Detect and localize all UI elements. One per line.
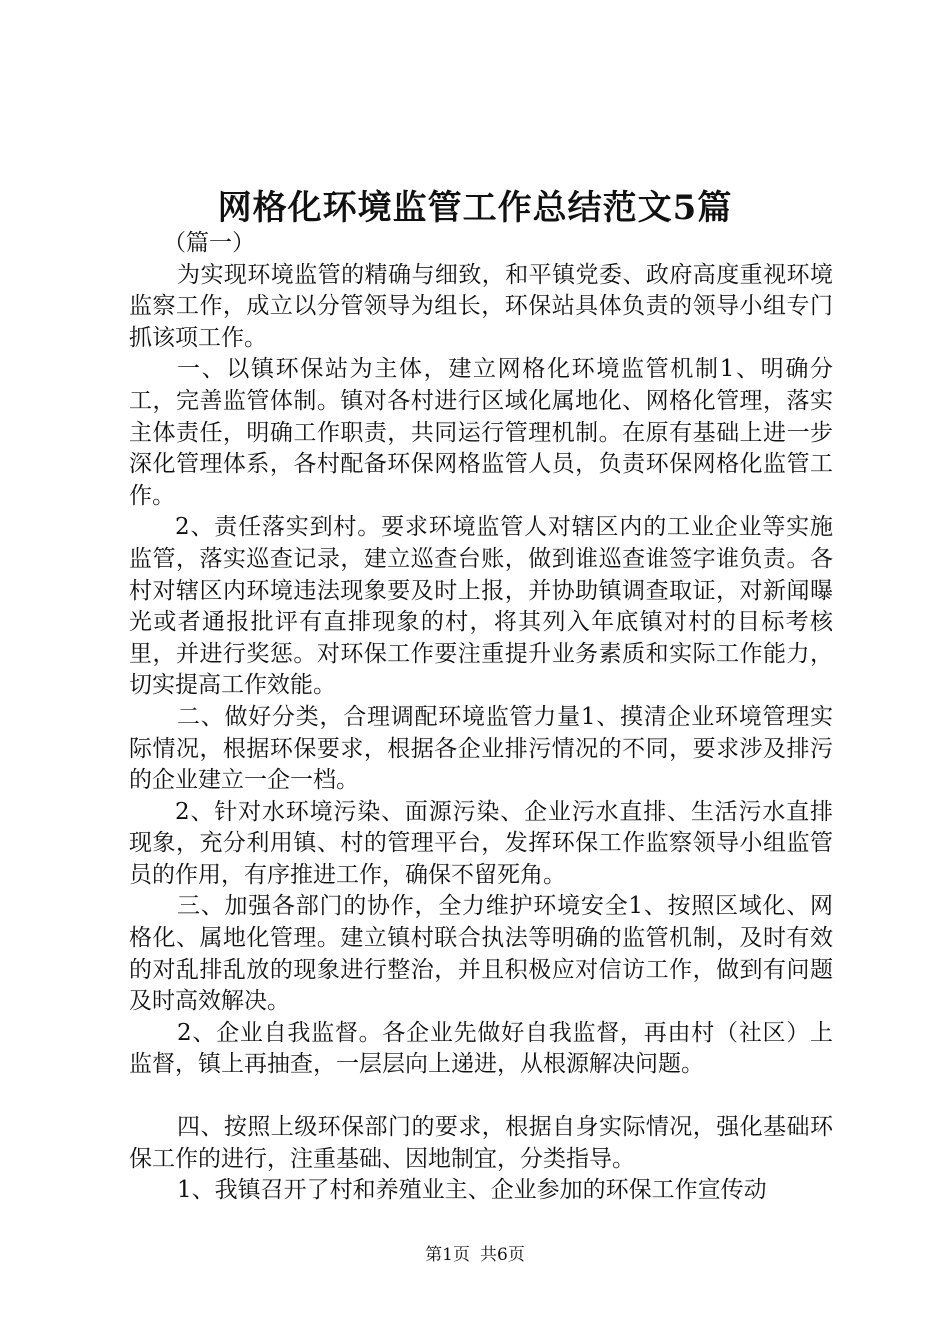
paragraph: 2、企业自我监督。各企业先做好自我监督，再由村（社区）上监督，镇上再抽查，一层层向上递进，从根源解决问题。 (129, 1019, 833, 1078)
document-title: 网格化环境监管工作总结范文5篇 (217, 188, 733, 228)
paragraph: 2、责任落实到村。要求环境监管人对辖区内的工业企业等实施监管，落实巡查记录，建立巡查台账，做到谁巡查谁签字谁负责。各村对辖区内环境违法现象要及时上报，并协助镇调查取证，对新闻曝光或者通报批评有直排现象的村，将其列入年底镇对村的目标考核里，并进行奖惩。对环保工作要注重提升业务素质和实际工作能力，切实提高工作效能。 (129, 514, 833, 699)
paragraph: 二、做好分类，合理调配环境监管力量1、摸清企业环境管理实际情况，根据环保要求，根据各企业排污情况的不同，要求涉及排污的企业建立一企一档。 (129, 703, 833, 794)
page-number: 第1页 (425, 1245, 470, 1265)
paragraph: 1、我镇召开了村和养殖业主、企业参加的环保工作宣传动 (177, 1177, 767, 1204)
document-body (129, 228, 833, 1207)
page-total: 共6页 (480, 1245, 525, 1265)
paragraph: 三、加强各部门的协作，全力维护环境安全1、按照区域化、网格化、属地化管理。建立镇村联合执法等明确的监管机制，及时有效的对乱排乱放的现象进行整治，并且积极应对信访工作，做到有问题及时高效解决。 (129, 893, 833, 1015)
page-footer (0, 1244, 950, 1266)
paragraph: 一、以镇环保站为主体，建立网格化环境监管机制1、明确分工，完善监管体制。镇对各村进行区域化属地化、网格化管理，落实主体责任，明确工作职责，共同运行管理机制。在原有基础上进一步深化管理体系，各村配备环保网格监管人员，负责环保网格化监管工作。 (129, 356, 833, 509)
paragraph: 四、按照上级环保部门的要求，根据自身实际情况，强化基础环保工作的进行，注重基础、因地制宜，分类指导。 (129, 1114, 833, 1172)
paragraph: 2、针对水环境污染、面源污染、企业污水直排、生活污水直排现象，充分利用镇、村的管理平台，发挥环保工作监察领导小组监管员的作用，有序推进工作，确保不留死角。 (129, 798, 833, 888)
section-label: （篇一） (163, 230, 255, 256)
paragraph: 为实现环境监管的精确与细致，和平镇党委、政府高度重视环境监察工作，成立以分管领导为组长，环保站具体负责的领导小组专门抓该项工作。 (129, 261, 833, 351)
